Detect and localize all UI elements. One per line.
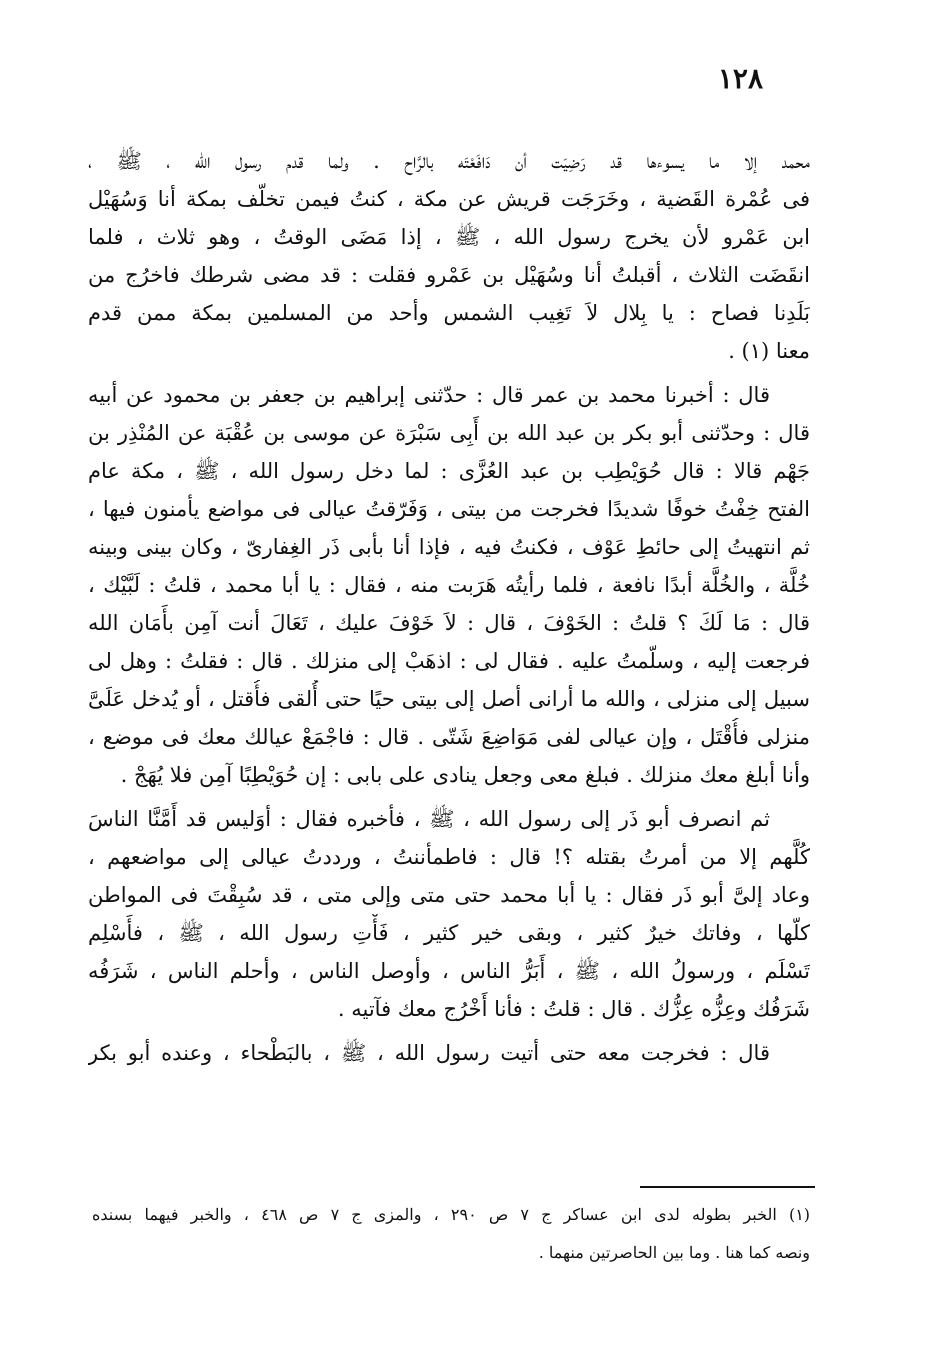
paragraph-3 <box>88 800 810 1028</box>
text-line: وأنا أبلغ معك منزلك . فبلغ معى وجعل ينادى على بابى : إن حُوَيْطِبًا آمِن فلا يُهَجْ . <box>120 763 810 787</box>
text-line: قال : وحدّثنى أبو بكر بن عبد الله بن أَبِى سَبْرَة عن موسى بن عُقْبَة عن المُنْذِر بن <box>88 421 810 445</box>
text-line: خُلَّة ، والخُلَّة أبدًا نافعة ، فلما رأيتُه هَرَبت منه ، فقال : يا أبا محمد ، قلتُ : لَبَّيْك ، <box>88 573 810 597</box>
text-line: محمد إلا ما يسوءها قد رَضِيَت أن دَافَعْتَه بالرَّاح . ولما قدم رسول الله ، ﷺ ، <box>88 149 810 173</box>
text-line: جَهْم قالا : قال حُوَيْطِب بن عبد العُزَّى : لما دخل رسول الله ، ﷺ ، مكة عام <box>88 459 810 483</box>
main-text <box>88 142 810 1072</box>
text-line: ابن عَمْرو لأن يخرج رسول الله ، ﷺ ، إذا مَضَى الوقتُ ، وهو ثلاث ، فلما <box>88 225 810 249</box>
paragraph-1 <box>88 142 810 370</box>
text-line: منزلى فأُقْتَل ، وإن عيالى لفى مَوَاضِعَ شَتّى . قال : فاجْمَعْ عيالك معك فى موضع ، <box>88 725 810 749</box>
text-line: ثم انصرف أبو ذَر إلى رسول الله ، ﷺ ، فأخبره فقال : أوَليس قد أَمَّنَّا الناسَ <box>88 807 770 831</box>
text-line: بَلَدِنا فصاح : يا بِلال لاَ تَغِيب الشمس وأحد من المسلمين بمكة ممن قدم <box>88 301 810 325</box>
text-line: انقَضَت الثلاث ، أقبلتُ أنا وسُهَيْل بن عَمْرو فقلت : قد مضى شرطك فاخرُج من <box>88 263 810 287</box>
footnote-divider <box>640 1186 815 1188</box>
text-line: قال : مَا لَكَ ؟ قلتُ : الخَوْفَ ، قال : لاَ خَوْفَ عليك ، تَعَالَ أنت آمِن بأَمَان الله <box>88 611 810 635</box>
text-line: كُلَّهم إلا من أمرتُ بقتله ؟! قال : فاطمأننتُ ، ورددتُ عيالى إلى مواضعهم ، <box>88 845 810 869</box>
text-line: قال : فخرجت معه حتى أتيت رسول الله ، ﷺ ، بالبَطْحاء ، وعنده أبو بكر <box>88 1041 770 1065</box>
text-line: سبيل إلى منزلى ، والله ما أرانى أصل إلى بيتى حيًا حتى أُلقى فأُقتل ، أو يُدخل عَلَىَّ <box>88 687 810 711</box>
text-line: قال : أخبرنا محمد بن عمر قال : حدّثنى إبراهيم بن جعفر بن محمود عن أبيه <box>88 383 770 407</box>
page-number: ١٢٨ <box>717 62 763 95</box>
paragraph-4 <box>88 1034 810 1072</box>
text-line: الفتح خِفْتُ خوفًا شديدًا فخرجت من بيتى ، وَفَرّقتُ عيالى فى مواضع يأمنون فيها ، <box>88 497 810 521</box>
text-line: فرجعت إليه ، وسلّمتُ عليه . فقال لى : اذهَبْ إلى منزلك . قال : فقلتُ : وهل لى <box>88 649 810 673</box>
footnote-line: ونصه كما هنا . وما بين الحاصرتين منهما . <box>538 1243 810 1262</box>
footnote-line: (١) الخبر بطوله لدى ابن عساكر ج ٧ ص ٢٩٠ ، والمزى ج ٧ ص ٤٦٨ ، والخبر فيهما بسنده <box>92 1205 810 1224</box>
text-line: كلّها ، وفاتك خيرٌ كثير ، وبقى خير كثير ، فَأْتِ رسول الله ، ﷺ ، فأَسْلِم <box>88 921 810 945</box>
text-line: وعاد إلىَّ أبو ذَر فقال : يا أبا محمد حتى متى وإلى متى ، قد سُبِقْتَ فى المواطن <box>88 883 810 907</box>
text-line: معنا (١) . <box>728 339 810 363</box>
text-line: تَسْلَم ، ورسولُ الله ، ﷺ ، أَبَرُّ الناس ، وأوصل الناس ، وأحلم الناس ، شَرَفُه <box>88 959 810 983</box>
footnotes <box>92 1196 810 1272</box>
text-line: فى عُمْرة القَضية ، وخَرَجَت قريش عن مكة ، كنتُ فيمن تخلّف بمكة أنا وَسُهَيْل <box>88 187 810 211</box>
text-line: شَرَفُك وعِزُّه عِزُّك . قال : قلتُ : فأنا أَخْرُج معك فآتيه . <box>337 997 810 1021</box>
text-line: ثم انتهيتُ إلى حائطِ عَوْف ، فكنتُ فيه ، فإذا أنا بأبى ذَر الغِفارىّ ، وكان بينى وبينه <box>88 535 810 559</box>
paragraph-2 <box>88 376 810 794</box>
